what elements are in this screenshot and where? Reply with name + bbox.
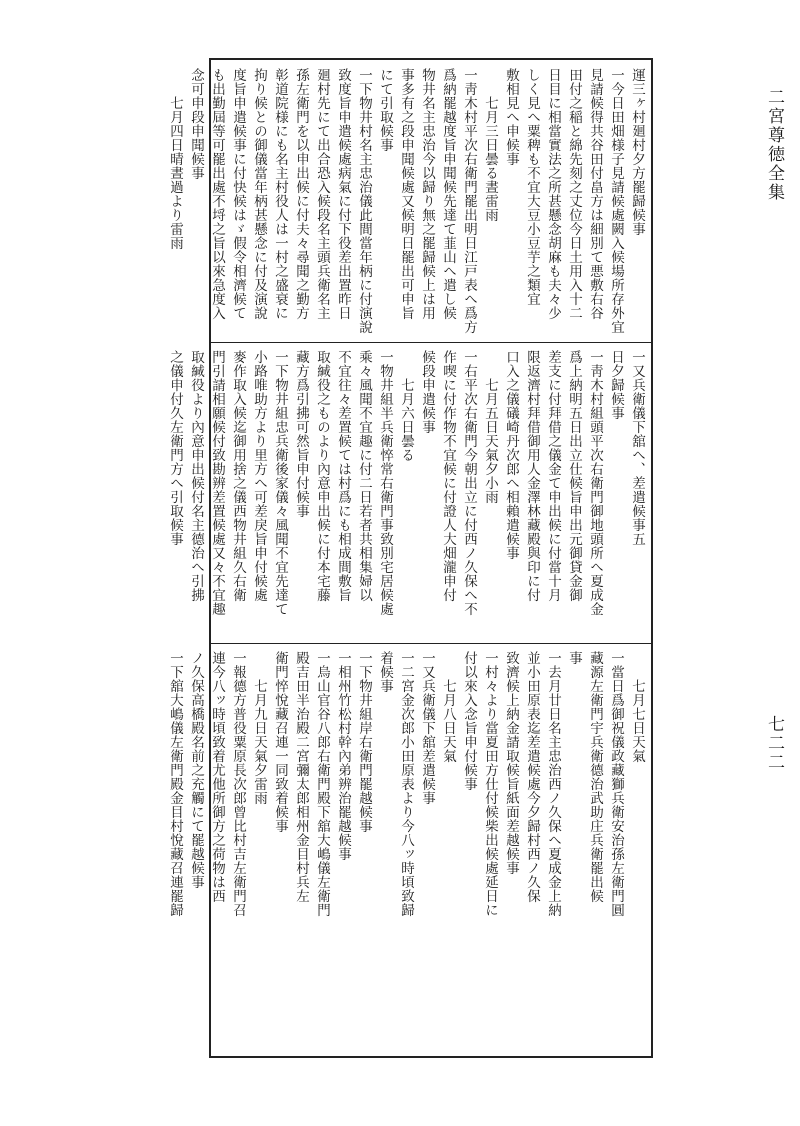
text-column: 一下舘大嶋儀左衛門殿金目村悅藏召連罷歸 <box>167 651 183 917</box>
page-number: 七二二 <box>764 715 784 772</box>
text-column: 一又兵衛儀下舘へ、差遣候事五 <box>629 350 645 546</box>
book-title: 二宮尊徳全集 <box>764 88 784 202</box>
text-column: 一當日爲御祝儀政藏獅兵衛安治孫左衛門圓 <box>608 651 624 917</box>
text-column: 藏源左衛門宇兵衛德治武助庄兵衛罷出候 <box>587 651 603 903</box>
text-column: にて引取候事 <box>377 68 393 152</box>
text-column: 衛門悴悅藏召連一同致着候事 <box>272 651 288 833</box>
text-column: 差支に付拜借之儀金て申出候に付當十月 <box>545 350 561 602</box>
text-column: 一相州竹松村幹內弟辨治罷越候事 <box>335 651 351 861</box>
text-column: 拘り候との御儀當年柄甚懸念に付及演說 <box>251 68 267 320</box>
section-middle <box>167 350 647 638</box>
text-column: 麥作取入候迄御用捨之儀西物井組久右衛 <box>230 350 246 602</box>
text-column: 一去月廿日名主忠治西ノ久保へ夏成金上納 <box>545 651 561 917</box>
text-column: 一物井組半兵衛悴常右衛門事致別宅居候處 <box>377 350 393 616</box>
text-column: 七月七日天氣 <box>629 651 645 763</box>
text-column: 七月三日曇る晝雷雨 <box>482 68 498 222</box>
text-column: 一又兵衛儀下舘差遣候事 <box>419 651 435 805</box>
text-column: 作喫に付作物不宜候に付證人大畑瀧申付 <box>440 350 456 602</box>
text-column: 七月九日天氣夕雷雨 <box>251 651 267 805</box>
text-column: 一下物井組岸右衛門罷越候事 <box>356 651 372 833</box>
text-column: 不宜往々差置候ては村爲にも相成間敷旨 <box>335 350 351 602</box>
text-column: 一報德方普役粟原長次郎曾比村吉左衛門召 <box>230 651 246 917</box>
text-column: も出勤屆等可罷出處不埒之旨以來急度入 <box>209 68 225 320</box>
text-column: 七月六日曇る <box>398 350 414 462</box>
text-column: 七月八日天氣 <box>440 651 456 763</box>
text-column: 七月四日晴晝過より雷雨 <box>167 68 183 250</box>
text-column: 度旨申遣候事に付快候はゞ假令相濟候て <box>230 68 246 320</box>
text-column: 口入之儀礒崎丹次郎へ相賴遣候事 <box>503 350 519 560</box>
text-column: 一右平次右衛門今朝出立に付西ノ久保へ不 <box>461 350 477 616</box>
text-column: 爲納罷越度旨申聞候先達て韮山へ遣し候 <box>440 68 456 320</box>
text-column: 七月五日天氣夕小雨 <box>482 350 498 504</box>
text-column: 田付之稲と綿先刻之丈位今日土用入十二 <box>566 68 582 320</box>
section-divider <box>211 342 651 343</box>
text-column: 殿吉田半治殿二宮彌太郎相州金目村兵左 <box>293 651 309 903</box>
text-column: 日夕歸候事 <box>608 350 624 420</box>
text-column: 着候事 <box>377 651 393 693</box>
text-frame <box>167 58 653 1058</box>
text-column: 付以來入念旨申付候事 <box>461 651 477 791</box>
text-column: 一靑木村組頭平次右衛門御地頭所へ夏成金 <box>587 350 603 616</box>
text-column: 一今日田畑様子見請候處闕入候場所存外宜 <box>608 68 624 334</box>
text-column: しく見へ粟稗も不宜大豆小豆芋之類宜 <box>524 68 540 306</box>
text-column: 候段申遣候事 <box>419 350 435 434</box>
text-column: 孫左衛門を以申出候に付夫々尋聞之勤方 <box>293 68 309 320</box>
text-column: 一村々より當夏田方仕付候柴出候處延日に <box>482 651 498 917</box>
text-column: 限返濟村拜借御用人金澤林藏殿與印に付 <box>524 350 540 602</box>
text-column: 一靑木村平次右衛門罷出明日江戸表へ爲方 <box>461 68 477 334</box>
text-column: 彰道院様にも名主村役人は一村之盛衰に <box>272 68 288 320</box>
text-column: 門引請相願候付致勘辨差置候處又々不宜趣 <box>209 350 225 616</box>
text-column: 運三ヶ村廻村夕方罷歸候事 <box>629 68 645 236</box>
text-column: 日目に相當實法之所甚懸念胡麻も夫々少 <box>545 68 561 320</box>
section-divider <box>211 643 651 644</box>
text-column: 一烏山官谷八郎右衛門殿下舘大嶋儀左衛門 <box>314 651 330 917</box>
text-column: 廻村先にて出合恐入候段名主頭兵衛名主 <box>314 68 330 320</box>
text-column: 並小田原表迄差遣候處今夕歸村西ノ久保 <box>524 651 540 903</box>
text-column: 致濟候上納金請取候旨紙面差越候事 <box>503 651 519 875</box>
text-column: 念可申段申聞候事 <box>188 68 204 180</box>
text-column: 一下物井村名主忠治儀此間當年柄に付演說 <box>356 68 372 334</box>
text-column: 一二宮金次郎小田原表より今八ッ時頃致歸 <box>398 651 414 917</box>
text-column: 物井名主忠治今以歸り無之罷歸候上は用 <box>419 68 435 320</box>
text-column: 見請候得共谷田付畠方は細別て悪敷右谷 <box>587 68 603 320</box>
text-column: 致度旨申遣候處病氣に付下役差出置昨日 <box>335 68 351 320</box>
text-column: 小路唯助方より里方へ可差戾旨申付候處 <box>251 350 267 602</box>
text-column: 事 <box>566 651 582 665</box>
text-column: 敷相見へ申候事 <box>503 68 519 166</box>
text-column: 事多有之段申聞候處又候明日罷出可申旨 <box>398 68 414 320</box>
text-column: 一下物井組忠兵衛後家儀々風聞不宜先達て <box>272 350 288 616</box>
text-column: 之儀申付久左衛門方へ引取候事 <box>167 350 183 546</box>
section-top <box>167 68 647 338</box>
section-bottom <box>167 651 647 1049</box>
text-column: 連今八ッ時頃致着尤他所御方之荷物は西 <box>209 651 225 903</box>
text-column: 取緘役より內意申出候付名主德治へ引拂 <box>188 350 204 602</box>
text-column: 乘々風聞不宜趣に付二日若者共相集婦以 <box>356 350 372 602</box>
text-column: 取緘役之ものより內意申出候に付本宅藤 <box>314 350 330 602</box>
text-column: 爲上納明五日出立仕候旨申出元御貸金御 <box>566 350 582 602</box>
text-column: ノ久保高橋殿名前之充觸にて罷越候事 <box>188 651 204 889</box>
text-column: 藏方爲引拂可然旨申付候事 <box>293 350 309 518</box>
